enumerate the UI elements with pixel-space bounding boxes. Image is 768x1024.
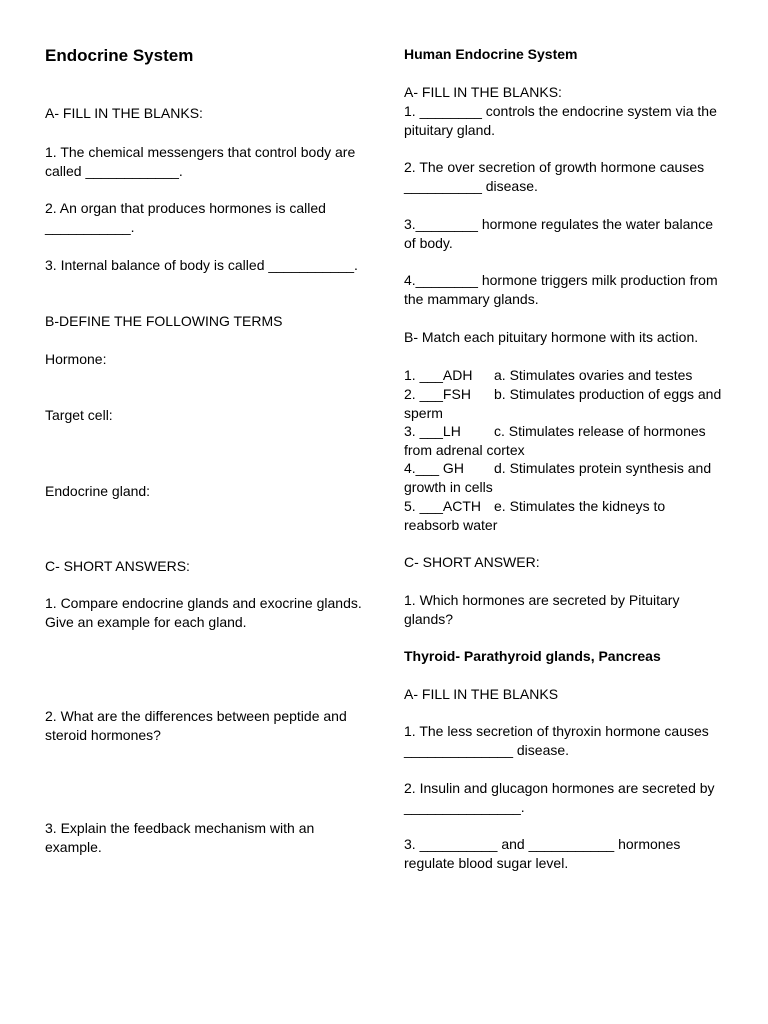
- right-c-heading: C- SHORT ANSWER:: [404, 554, 540, 570]
- section2-a-item-3: 3. __________ and ___________ hormones regulate blood sugar level.: [404, 836, 681, 871]
- section2-a-item-1: 1. The less secretion of thyroxin hormone causes ______________ disease.: [404, 723, 709, 758]
- match-code: 2. ___FSH: [404, 386, 471, 402]
- left-a-item-2: 2. An organ that produces hormones is called ___________.: [45, 200, 326, 235]
- right-a-item-4: 4.________ hormone triggers milk production from the mammary glands.: [404, 272, 718, 307]
- left-title: Endocrine System: [45, 46, 194, 65]
- match-code: 3. ___LH: [404, 423, 461, 439]
- left-term-hormone: Hormone:: [45, 351, 107, 367]
- left-term-target-cell: Target cell:: [45, 407, 113, 423]
- left-a-item-1: 1. The chemical messengers that control body are called ____________.: [45, 144, 356, 179]
- match-action: c. Stimulates release of hormones from adrenal cortex: [404, 423, 706, 458]
- match-row: [404, 497, 724, 535]
- right-b-heading: B- Match each pituitary hormone with its action.: [404, 329, 699, 345]
- section2-title: Thyroid- Parathyroid glands, Pancreas: [404, 648, 661, 664]
- match-row: [404, 366, 724, 385]
- match-row: [404, 459, 724, 497]
- left-c-heading: C- SHORT ANSWERS:: [45, 558, 190, 574]
- right-a-item-2: 2. The over secretion of growth hormone causes __________ disease.: [404, 159, 705, 194]
- match-action: a. Stimulates ovaries and testes: [494, 367, 693, 383]
- left-a-item-3: 3. Internal balance of body is called ___________.: [45, 257, 358, 273]
- right-a-item-3: 3.________ hormone regulates the water balance of body.: [404, 216, 713, 251]
- right-a-item-1: 1. ________ controls the endocrine system via the pituitary gland.: [404, 103, 717, 138]
- match-code: 5. ___ACTH: [404, 498, 482, 514]
- match-code: 4.___ GH: [404, 460, 464, 476]
- right-a-heading: A- FILL IN THE BLANKS:: [404, 84, 562, 100]
- match-action: b. Stimulates production of eggs and sperm: [404, 386, 722, 421]
- match-code: 1. ___ADH: [404, 367, 473, 383]
- match-action: e. Stimulates the kidneys to reabsorb water: [404, 498, 666, 533]
- left-a-heading: A- FILL IN THE BLANKS:: [45, 105, 203, 121]
- match-row: [404, 422, 724, 460]
- section2-a-item-2: 2. Insulin and glucagon hormones are secreted by _______________.: [404, 780, 715, 815]
- right-title: Human Endocrine System: [404, 46, 578, 62]
- left-term-endocrine-gland: Endocrine gland:: [45, 483, 151, 499]
- left-c-item-1: 1. Compare endocrine glands and exocrine glands. Give an example for each gland.: [45, 595, 362, 630]
- left-c-item-3: 3. Explain the feedback mechanism with an example.: [45, 820, 315, 855]
- left-c-item-2: 2. What are the differences between peptide and steroid hormones?: [45, 708, 347, 743]
- right-c-item-1: 1. Which hormones are secreted by Pituitary glands?: [404, 592, 680, 627]
- section2-a-heading: A- FILL IN THE BLANKS: [404, 686, 559, 702]
- match-row: [404, 385, 724, 423]
- match-action: d. Stimulates protein synthesis and growth in cells: [404, 460, 712, 495]
- left-b-heading: B-DEFINE THE FOLLOWING TERMS: [45, 313, 283, 329]
